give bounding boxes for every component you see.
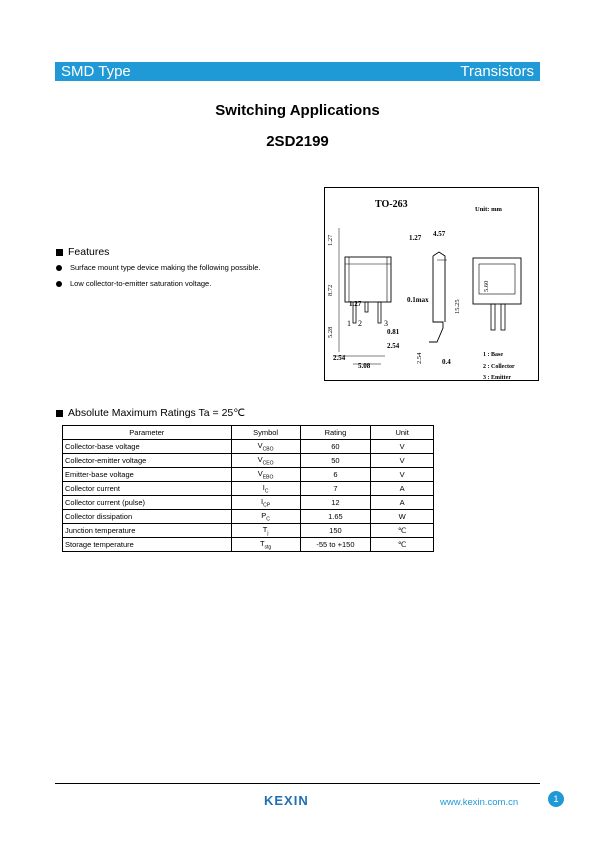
unit-cell: W bbox=[371, 510, 434, 524]
table-row bbox=[63, 538, 434, 552]
table-row bbox=[63, 468, 434, 482]
symbol-subscript: EBO bbox=[262, 474, 274, 481]
symbol-letter: T bbox=[262, 524, 268, 534]
table-row bbox=[63, 482, 434, 496]
brand-logo: KEXIN bbox=[264, 793, 309, 808]
part-number: 2SD2199 bbox=[266, 133, 329, 150]
unit-label: Unit: mm bbox=[475, 206, 502, 213]
unit-cell: ℃ bbox=[371, 524, 434, 538]
dim-pitch-right: 2.54 bbox=[387, 342, 400, 350]
page-title: Switching Applications bbox=[215, 102, 380, 119]
rating-cell: 7 bbox=[300, 482, 371, 496]
pin-number-2: 2 bbox=[358, 319, 362, 328]
lead-2 bbox=[365, 302, 368, 312]
ratings-table bbox=[62, 425, 434, 552]
dim-lead-width: 1.27 bbox=[349, 300, 362, 308]
table-row bbox=[63, 454, 434, 468]
symbol-subscript: CEO bbox=[262, 460, 274, 467]
parameter-cell: Storage temperature bbox=[63, 538, 232, 552]
unit-cell: ℃ bbox=[371, 538, 434, 552]
unit-cell: V bbox=[371, 454, 434, 468]
table-row bbox=[63, 496, 434, 510]
symbol-letter: V bbox=[257, 440, 263, 450]
parameter-cell: Collector current bbox=[63, 482, 232, 496]
rear-body bbox=[473, 258, 521, 304]
parameter-cell: Collector-base voltage bbox=[63, 440, 232, 454]
dim-body-height: 8.72 bbox=[327, 284, 334, 296]
side-outline bbox=[429, 256, 443, 342]
feature-text: Low collector-to-emitter saturation voltage. bbox=[70, 279, 212, 288]
symbol-letter: I bbox=[261, 496, 264, 506]
symbol-cell bbox=[231, 496, 300, 510]
symbol-cell bbox=[231, 538, 300, 552]
unit-cell: V bbox=[371, 440, 434, 454]
pin-number-3: 3 bbox=[384, 319, 388, 328]
feature-text: Surface mount type device making the following possible. bbox=[70, 263, 261, 272]
dim-side-top: 1.27 bbox=[409, 234, 422, 242]
dim-overall-length: 15.25 bbox=[454, 299, 461, 314]
dim-standoff: 0.1max bbox=[407, 296, 429, 304]
symbol-subscript: j bbox=[267, 530, 269, 537]
symbol-subscript: C bbox=[266, 516, 270, 523]
rating-cell: -55 to +150 bbox=[300, 538, 371, 552]
rating-cell: 150 bbox=[300, 524, 371, 538]
symbol-cell bbox=[231, 482, 300, 496]
symbol-cell bbox=[231, 510, 300, 524]
symbol-subscript: CP bbox=[263, 502, 271, 509]
footer-divider bbox=[55, 783, 540, 784]
square-bullet-icon bbox=[56, 410, 63, 417]
rating-cell: 12 bbox=[300, 496, 371, 510]
table-header-row bbox=[63, 426, 434, 440]
dim-tab: 5.60 bbox=[483, 280, 490, 292]
column-header: Parameter bbox=[63, 426, 232, 440]
pin-legend-3: 3 : Emitter bbox=[483, 375, 511, 380]
ratings-heading-text: Absolute Maximum Ratings Ta = 25℃ bbox=[68, 407, 246, 419]
unit-cell: A bbox=[371, 496, 434, 510]
symbol-cell bbox=[231, 468, 300, 482]
column-header: Symbol bbox=[231, 426, 300, 440]
features-heading bbox=[56, 246, 109, 258]
dim-lead-height: 5.28 bbox=[327, 326, 334, 338]
parameter-cell: Collector dissipation bbox=[63, 510, 232, 524]
symbol-cell bbox=[231, 440, 300, 454]
package-outline-svg bbox=[325, 188, 538, 380]
dim-lead-thickness: 0.4 bbox=[442, 358, 451, 366]
unit-cell: A bbox=[371, 482, 434, 496]
symbol-subscript: C bbox=[264, 488, 269, 495]
unit-cell: V bbox=[371, 468, 434, 482]
dim-lead-thick: 0.81 bbox=[387, 328, 400, 336]
rating-cell: 1.65 bbox=[300, 510, 371, 524]
symbol-letter: T bbox=[259, 538, 265, 548]
table-row bbox=[63, 440, 434, 454]
feature-item bbox=[56, 263, 261, 272]
symbol-letter: V bbox=[257, 454, 263, 464]
parameter-cell: Emitter-base voltage bbox=[63, 468, 232, 482]
rating-cell: 60 bbox=[300, 440, 371, 454]
dim-pitch-left: 2.54 bbox=[333, 354, 346, 362]
package-name: TO-263 bbox=[375, 199, 408, 210]
dim-side-width: 4.57 bbox=[433, 230, 446, 238]
circle-bullet-icon bbox=[56, 281, 62, 287]
header-banner bbox=[55, 62, 540, 81]
square-bullet-icon bbox=[56, 249, 63, 256]
package-drawing bbox=[324, 187, 539, 381]
column-header: Unit bbox=[371, 426, 434, 440]
column-header: Rating bbox=[300, 426, 371, 440]
symbol-letter: P bbox=[261, 510, 267, 520]
dim-span: 5.08 bbox=[358, 362, 371, 370]
symbol-letter: I bbox=[262, 482, 265, 492]
symbol-subscript: CBO bbox=[262, 446, 274, 453]
parameter-cell: Collector current (pulse) bbox=[63, 496, 232, 510]
feature-item bbox=[56, 279, 211, 288]
header-category: SMD Type bbox=[61, 63, 131, 80]
rating-cell: 50 bbox=[300, 454, 371, 468]
lead-3 bbox=[378, 302, 381, 323]
page-number: 1 bbox=[548, 791, 564, 807]
header-type: Transistors bbox=[460, 63, 534, 80]
symbol-cell bbox=[231, 524, 300, 538]
pin-legend-2: 2 : Collector bbox=[483, 364, 515, 370]
table-row bbox=[63, 510, 434, 524]
dim-upper-left: 1.27 bbox=[327, 234, 334, 246]
pin-legend-1: 1 : Base bbox=[483, 352, 503, 358]
table-row bbox=[63, 524, 434, 538]
website-url: www.kexin.com.cn bbox=[440, 797, 519, 808]
ratings-heading bbox=[56, 407, 245, 419]
features-heading-text: Features bbox=[68, 246, 110, 258]
pin-number-1: 1 bbox=[347, 319, 351, 328]
rating-cell: 6 bbox=[300, 468, 371, 482]
symbol-cell bbox=[231, 454, 300, 468]
symbol-letter: V bbox=[257, 468, 263, 478]
symbol-subscript: stg bbox=[264, 544, 272, 551]
circle-bullet-icon bbox=[56, 265, 62, 271]
dim-foot: 2.54 bbox=[416, 352, 423, 364]
parameter-cell: Junction temperature bbox=[63, 524, 232, 538]
parameter-cell: Collector-emitter voltage bbox=[63, 454, 232, 468]
